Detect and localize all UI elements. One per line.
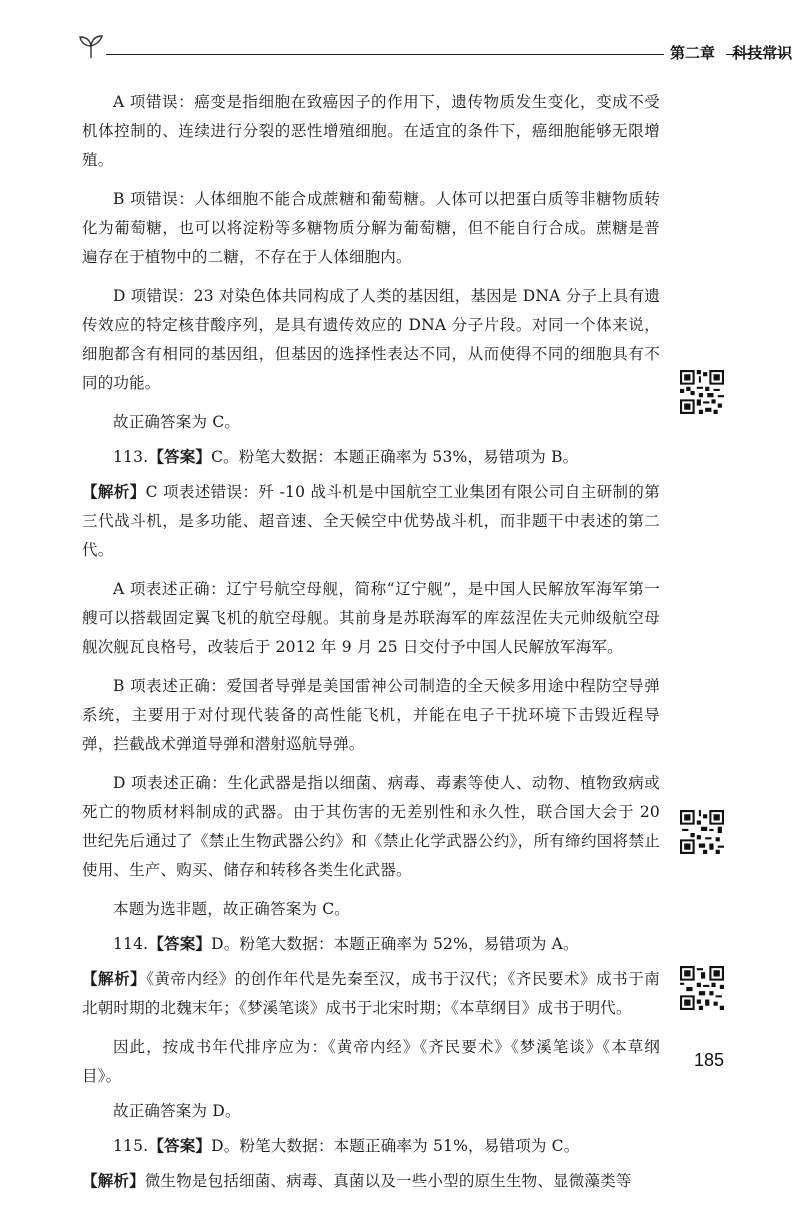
paragraph: 故正确答案为 C。 <box>113 413 241 431</box>
answer-text: C。粉笔大数据：本题正确率为 53%，易错项为 B。 <box>211 448 579 466</box>
answer-text: D。粉笔大数据：本题正确率为 51%，易错项为 C。 <box>211 1137 580 1155</box>
analysis-tag: 【解析】 <box>82 1172 145 1190</box>
paragraph: B 项表述正确：爱国者导弹是美国雷神公司制造的全天候多用途中程防空导弹系统，主要用于对付现代装备的高性能飞机，并能在电子干扰环境下击毁近程导弹，拦截战术弹道导弹和潜射巡航导弹。 <box>82 677 660 753</box>
analysis-text: 微生物是包括细菌、病毒、真菌以及一些小型的原生生物、显微藻类等 <box>144 1172 632 1190</box>
page-number: 185 <box>694 1050 725 1070</box>
analysis-113 <box>82 478 660 565</box>
answer-line-113 <box>82 443 660 472</box>
answer-line-115 <box>82 1132 660 1161</box>
sprout-icon <box>78 34 104 60</box>
paragraph: A 项表述正确：辽宁号航空母舰，简称“辽宁舰”，是中国人民解放军海军第一艘可以搭载固定翼飞机的航空母舰。其前身是苏联海军的库兹涅佐夫元帅级航空母舰次舰瓦良格号，改装后于 2012 年 9 月 25 日交付予中国人民解放军海军。 <box>82 580 660 656</box>
analysis-114 <box>82 965 660 1023</box>
answer-text: D。粉笔大数据：本题正确率为 52%，易错项为 A。 <box>211 935 579 953</box>
qr-code-113[interactable] <box>680 370 724 414</box>
analysis-text: 《黄帝内经》的创作年代是先秦至汉，成书于汉代；《齐民要术》成书于南北朝时期的北魏末年；《梦溪笔谈》成书于北宋时期；《本草纲目》成书于明代。 <box>82 970 660 1017</box>
page-header <box>78 34 792 64</box>
answer-tag: 【答案】 <box>148 1137 212 1155</box>
paragraph: B 项错误：人体细胞不能合成蔗糖和葡萄糖。人体可以把蛋白质等非糖物质转化为葡萄糖，也可以将淀粉等多糖物质分解为葡萄糖，但不能自行合成。蔗糖是普遍存在于植物中的二糖，不存在于人体细胞内。 <box>82 190 660 266</box>
paragraph: 因此，按成书年代排序应为：《黄帝内经》《齐民要术》《梦溪笔谈》《本草纲目》。 <box>82 1038 660 1085</box>
paragraph: A 项错误：癌变是指细胞在致癌因子的作用下，遗传物质发生变化，变成不受机体控制的、连续进行分裂的恶性增殖细胞。在适宜的条件下，癌细胞能够无限增殖。 <box>82 93 660 169</box>
question-number: 115. <box>113 1137 149 1155</box>
paragraph: D 项表述正确：生化武器是指以细菌、病毒、毒素等使人、动物、植物致病或死亡的物质材料制成的武器。由于其伤害的无差别性和永久性，联合国大会于 20 世纪先后通过了《禁止生物武器公约》和《禁止化学武器公约》，所有缔约国将禁止使用、生产、购买、储存和转移各类生化武器。 <box>82 774 660 879</box>
analysis-tag: 【解析】 <box>82 483 146 501</box>
chapter-title <box>670 42 800 63</box>
paragraph: 故正确答案为 D。 <box>113 1102 241 1120</box>
section-label: 科技常识 <box>732 44 793 62</box>
qr-code-114[interactable] <box>680 810 724 854</box>
header-rule-left <box>106 54 664 55</box>
analysis-tag: 【解析】 <box>82 970 147 988</box>
paragraph: 本题为选非题，故正确答案为 C。 <box>113 900 350 918</box>
analysis-115 <box>82 1167 660 1196</box>
answer-line-114 <box>82 930 660 959</box>
chapter-label: 第二章 <box>670 44 716 62</box>
page-content <box>82 88 660 1206</box>
analysis-text: C 项表述错误：歼 -10 战斗机是中国航空工业集团有限公司自主研制的第三代战斗机，是多功能、超音速、全天候空中优势战斗机，而非题干中表述的第二代。 <box>82 483 660 559</box>
header-rule-right <box>726 54 788 55</box>
question-number: 114. <box>113 935 149 953</box>
question-number: 113. <box>113 448 149 466</box>
paragraph: D 项错误：23 对染色体共同构成了人类的基因组，基因是 DNA 分子上具有遗传效应的特定核苷酸序列，是具有遗传效应的 DNA 分子片段。对同一个体来说，细胞都含有相同的基因组，但基因的选择性表达不同，从而使得不同的细胞具有不同的功能。 <box>82 287 660 392</box>
qr-code-115[interactable] <box>680 966 724 1010</box>
answer-tag: 【答案】 <box>148 448 212 466</box>
answer-tag: 【答案】 <box>148 935 212 953</box>
